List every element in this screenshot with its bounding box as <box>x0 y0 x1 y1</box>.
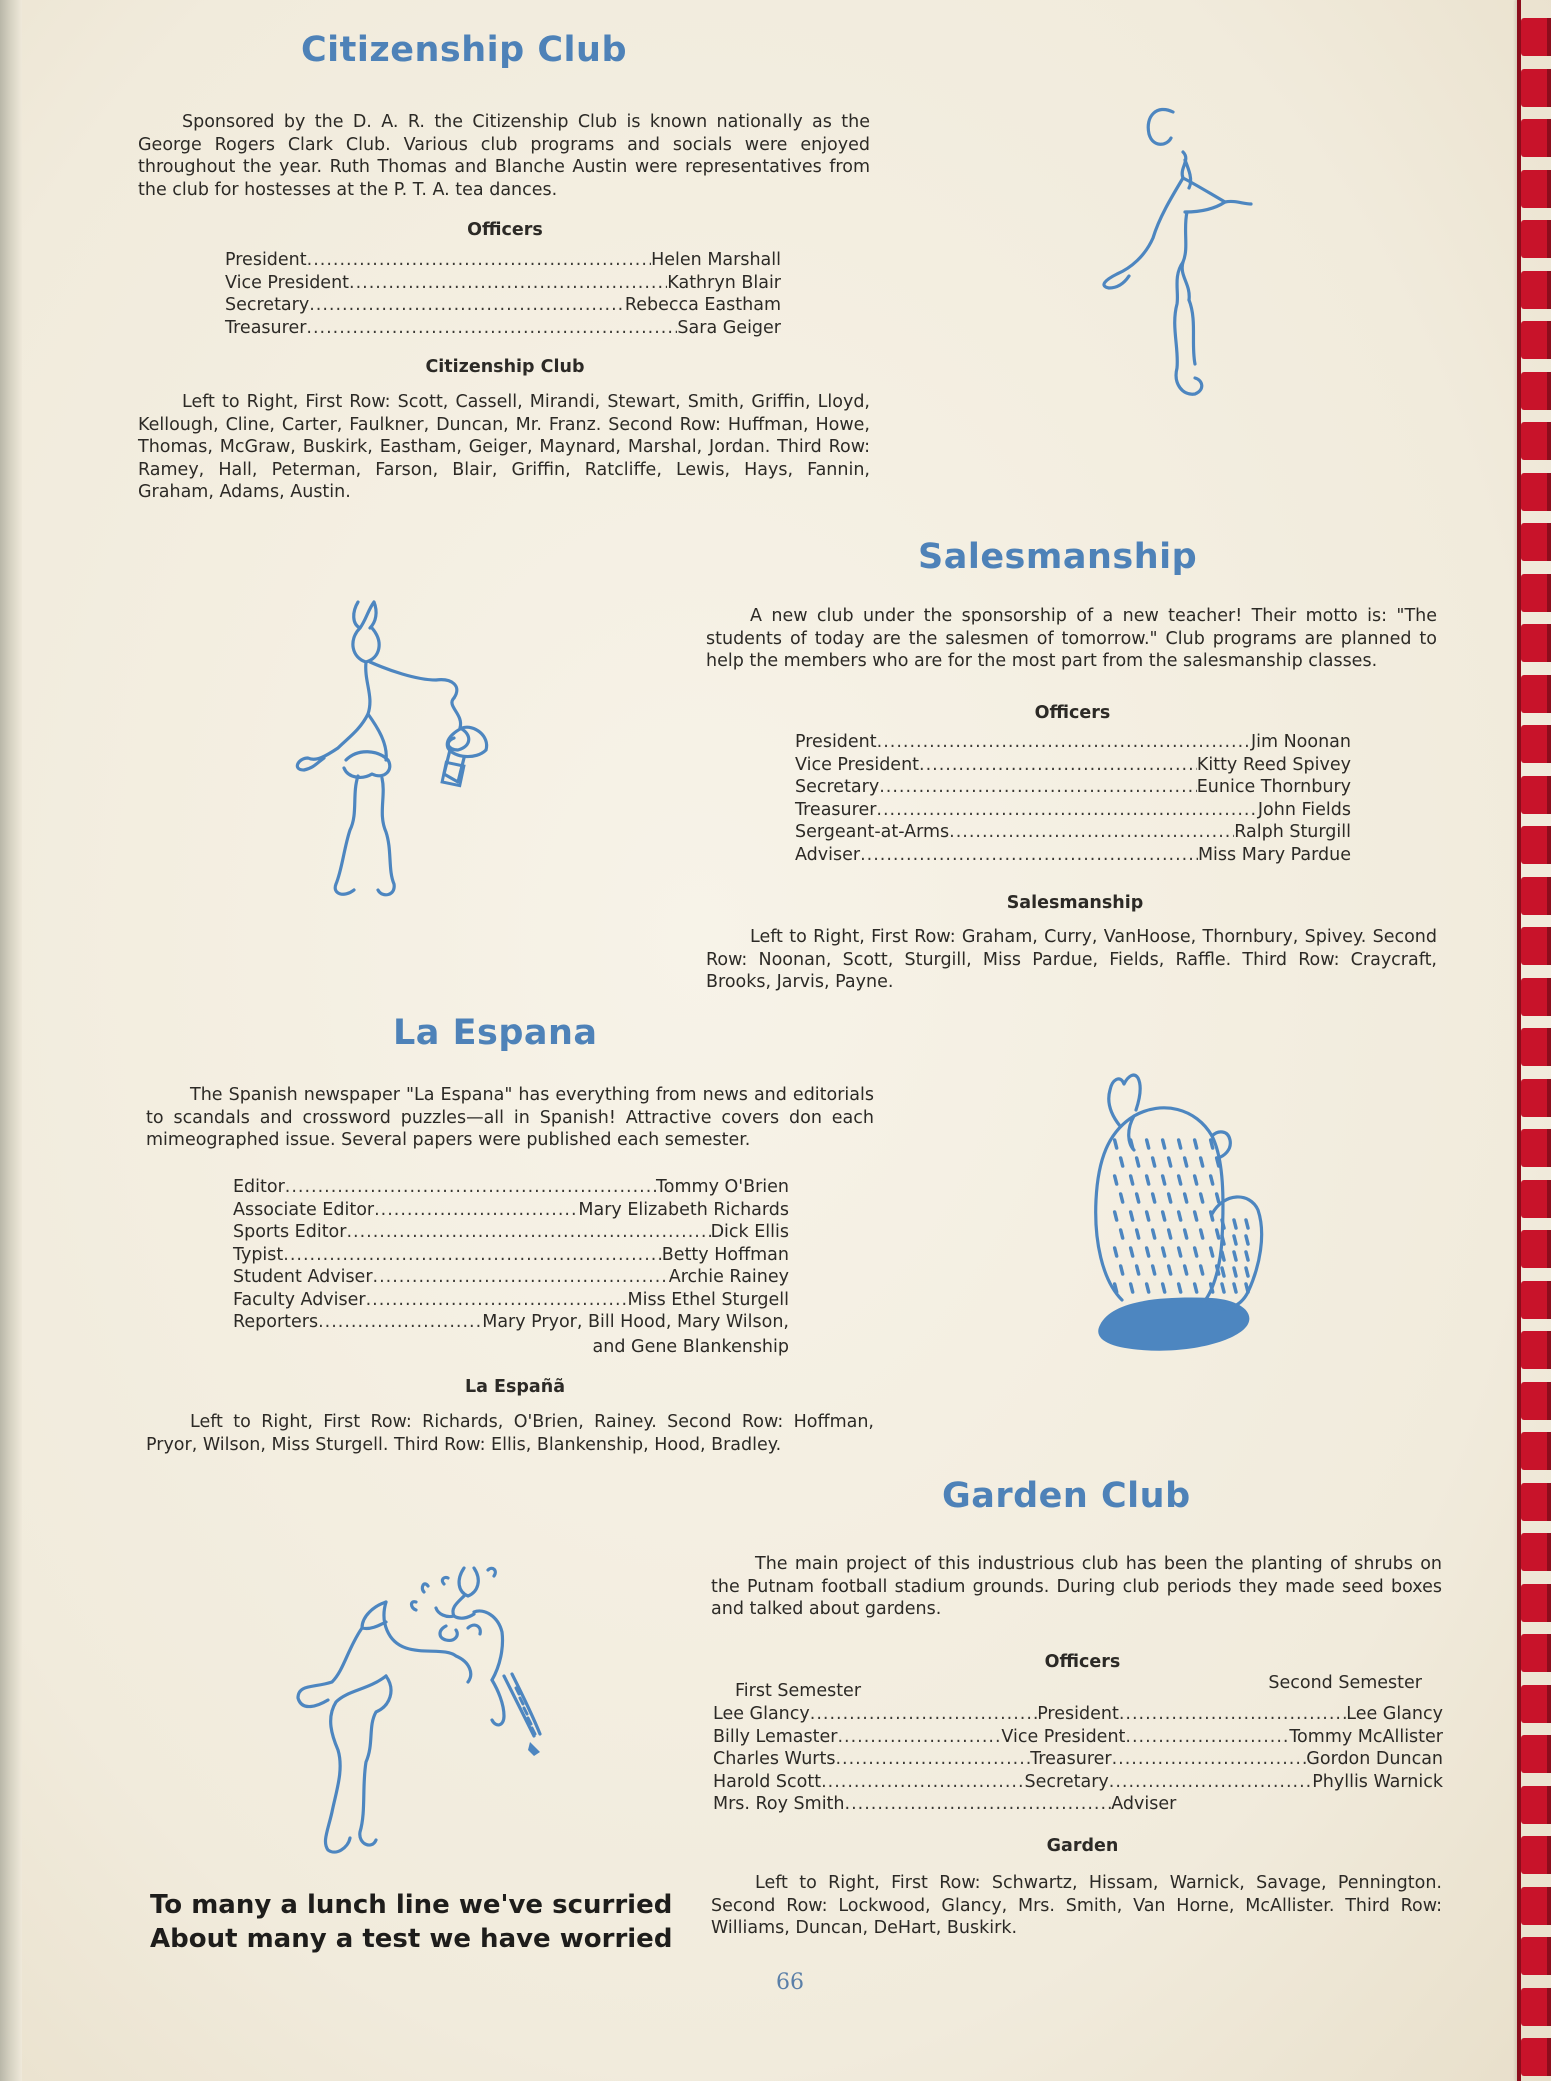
citizenship-officer-role: Secretary <box>225 295 310 315</box>
dot-leader <box>919 754 1197 777</box>
cactus-spine <box>1131 1284 1133 1292</box>
cactus-spine <box>1137 1230 1139 1238</box>
binding-shadow <box>1513 0 1521 2081</box>
binding-ring <box>1521 372 1551 410</box>
stick-figure-walking-illustration <box>1075 100 1265 410</box>
verse-line-2: About many a test we have worried <box>150 1924 673 1954</box>
cactus-spine <box>1246 1268 1248 1276</box>
cactus-spine <box>1195 1284 1197 1292</box>
dot-leader <box>949 821 1234 844</box>
espana-officer-role: Sports Editor <box>233 1222 347 1242</box>
salesmanship-officer-name: Jim Noonan <box>1250 732 1351 752</box>
cactus-spine <box>1115 1212 1117 1220</box>
espana-title: La Espana <box>393 1013 598 1053</box>
garden-officers-heading: Officers <box>1044 1652 1121 1672</box>
cactus-spine <box>1222 1252 1224 1260</box>
citizenship-officers-list <box>225 249 781 339</box>
cactus-spine <box>1217 1194 1219 1202</box>
cactus-spine <box>1195 1176 1197 1184</box>
espana-officer-row <box>233 1221 789 1244</box>
cactus-spine <box>1147 1140 1149 1148</box>
garden-officer-row <box>713 1726 1443 1749</box>
garden-officer-role: Secretary <box>1024 1771 1109 1792</box>
cactus-spine <box>1169 1230 1171 1238</box>
citizenship-section <box>138 30 870 70</box>
citizenship-officer-role: President <box>225 250 307 270</box>
garden-officer-row <box>713 1703 1443 1726</box>
salesmanship-officer-role: Treasurer <box>795 799 877 820</box>
cactus-spine <box>1234 1220 1236 1228</box>
garden-first-semester-officer: Charles Wurts <box>713 1749 836 1769</box>
binding-ring <box>1521 978 1551 1016</box>
citizenship-officer-name: Helen Marshall <box>651 250 781 270</box>
cactus-spine <box>1163 1284 1165 1292</box>
binding-ring <box>1521 1382 1551 1420</box>
cactus-spine <box>1115 1140 1117 1148</box>
cactus-spine <box>1195 1140 1197 1148</box>
binding-ring <box>1521 1129 1551 1167</box>
garden-officer-role: Adviser <box>1111 1794 1177 1814</box>
cactus-spine <box>1153 1194 1155 1202</box>
garden-second-semester-officer: Phyllis Warnick <box>1312 1771 1443 1792</box>
dot-leader <box>283 1244 662 1267</box>
binding-ring <box>1521 675 1551 713</box>
binding-ring <box>1521 1432 1551 1470</box>
salesmanship-officer-role: Sergeant-at-Arms <box>795 822 950 842</box>
cactus-spine <box>1163 1140 1165 1148</box>
cactus-spine <box>1137 1194 1139 1202</box>
garden-officer-role: Treasurer <box>1030 1749 1112 1769</box>
cactus-spine <box>1131 1176 1133 1184</box>
citizenship-officer-row <box>225 294 781 317</box>
cactus-spine <box>1222 1268 1224 1276</box>
cactus-spine <box>1115 1176 1117 1184</box>
cactus-spine <box>1234 1236 1236 1244</box>
cactus-spine <box>1131 1212 1133 1220</box>
cactus-spine <box>1131 1248 1133 1256</box>
cactus-spine <box>1163 1212 1165 1220</box>
salesmanship-officer-name: Miss Mary Pardue <box>1197 844 1351 865</box>
binding-ring <box>1521 473 1551 511</box>
citizenship-officer-role: Vice President <box>225 272 350 293</box>
garden-first-semester-officer: Lee Glancy <box>713 1704 810 1724</box>
binding-ring <box>1521 1281 1551 1319</box>
binding-ring <box>1521 422 1551 460</box>
cactus-spine <box>1179 1140 1181 1148</box>
spacer <box>1176 1793 1443 1816</box>
espana-officer-name: Dick Ellis <box>710 1222 789 1242</box>
garden-officer-role: President <box>1037 1704 1119 1724</box>
dot-leader <box>318 1311 482 1334</box>
salesmanship-officer-row <box>795 844 1351 867</box>
binding-ring <box>1521 1180 1551 1218</box>
binding-ring <box>1521 1937 1551 1975</box>
cactus-spine <box>1115 1248 1117 1256</box>
espana-intro: The Spanish newspaper "La Espana" has everything from news and editorials to scandals and crossword puzzles—all in Spanish! Attractive covers don each mimeographed issue. Several papers were published each semester. <box>146 1085 874 1150</box>
garden-photo-caption: Left to Right, First Row: Schwartz, Hissam, Warnick, Savage, Pennington. Second Row: Lockwood, Glancy, Mrs. Smith, Van Horne, McAllister. Third Row: Williams, Duncan, DeHart, Buskirk. <box>711 1873 1442 1938</box>
cactus-spine <box>1137 1158 1139 1166</box>
citizenship-title: Citizenship Club <box>300 30 628 70</box>
binding-ring <box>1521 170 1551 208</box>
salesmanship-officer-row <box>795 799 1351 822</box>
citizenship-officer-role: Treasurer <box>225 317 307 338</box>
binding-ring <box>1521 523 1551 561</box>
citizenship-officer-row <box>225 249 781 272</box>
cactus-spine <box>1211 1140 1213 1148</box>
salesmanship-officers-heading: Officers <box>1034 703 1111 723</box>
cactus-spine <box>1185 1230 1187 1238</box>
cactus-spine <box>1121 1266 1123 1274</box>
spiral-binding <box>1505 0 1551 2081</box>
cactus-spine <box>1211 1212 1213 1220</box>
espana-officer-row <box>233 1199 789 1222</box>
cactus-spine <box>1179 1176 1181 1184</box>
salesmanship-photo-heading: Salesmanship <box>1006 893 1144 913</box>
espana-officer-role: Typist <box>233 1244 284 1265</box>
cactus-spine <box>1169 1158 1171 1166</box>
garden-second-semester-officer: Lee Glancy <box>1346 1704 1444 1724</box>
salesmanship-officer-row <box>795 731 1351 754</box>
cactus-spine <box>1246 1252 1248 1260</box>
espana-officer-row <box>233 1176 789 1199</box>
cactus-spine <box>1211 1248 1213 1256</box>
cactus-spine <box>1222 1284 1224 1292</box>
binding-ring <box>1521 1230 1551 1268</box>
salesmanship-officer-role: Vice President <box>795 754 920 775</box>
dot-leader <box>876 799 1257 822</box>
cactus-spine <box>1169 1266 1171 1274</box>
espana-staff-list <box>233 1176 789 1334</box>
dot-leader <box>346 1221 710 1244</box>
dot-leader <box>374 1199 578 1222</box>
binding-ring <box>1521 18 1551 56</box>
verse-line-1: To many a lunch line we've scurried <box>150 1890 673 1920</box>
dot-leader <box>1125 1726 1289 1749</box>
binding-ring <box>1521 1483 1551 1521</box>
binding-ring <box>1521 2038 1551 2076</box>
cactus-spine <box>1147 1212 1149 1220</box>
espana-officer-row <box>233 1244 789 1267</box>
citizenship-intro: Sponsored by the D. A. R. the Citizenship Club is known nationally as the George Rogers Clark Club. Various club programs and socials were enjoyed throughout the year. Ruth Thomas and Blanche Austin were representatives from the club for hostesses at the P. T. A. tea dances. <box>138 112 870 200</box>
garden-officer-row <box>713 1793 1443 1816</box>
cactus-spine <box>1163 1248 1165 1256</box>
salesmanship-photo-caption: Left to Right, First Row: Graham, Curry, VanHoose, Thornbury, Spivey. Second Row: Noonan, Scott, Sturgill, Miss Pardue, Fields, Raffle. Third Row: Craycraft, Brooks, Jarvis, Payne. <box>706 927 1437 992</box>
cactus-spine <box>1147 1248 1149 1256</box>
binding-ring <box>1521 776 1551 814</box>
espana-officer-row <box>233 1266 789 1289</box>
espana-photo-heading: La Españã <box>464 1377 566 1397</box>
cactus-spine <box>1179 1284 1181 1292</box>
cactus-spine <box>1179 1212 1181 1220</box>
binding-ring <box>1521 220 1551 258</box>
cactus-spine <box>1246 1284 1248 1292</box>
binding-ring <box>1521 1786 1551 1824</box>
cactus-spine <box>1147 1176 1149 1184</box>
citizenship-officers-heading: Officers <box>467 220 543 240</box>
garden-photo-heading: Garden <box>1046 1836 1119 1856</box>
garden-officer-role: Vice President <box>1001 1726 1126 1747</box>
dot-leader <box>821 1771 1024 1794</box>
espana-officer-name: Archie Rainey <box>668 1267 789 1287</box>
salesmanship-officer-name: Ralph Sturgill <box>1234 822 1351 842</box>
cactus-spine <box>1211 1176 1213 1184</box>
cactus-spine <box>1153 1158 1155 1166</box>
cactus-spine <box>1185 1194 1187 1202</box>
dot-leader <box>860 844 1198 867</box>
salesmanship-officer-name: Kitty Reed Spivey <box>1196 754 1351 775</box>
cactus-spine <box>1201 1194 1203 1202</box>
verse <box>150 1888 710 1956</box>
cactus-spine <box>1234 1268 1236 1276</box>
dot-leader <box>285 1176 656 1199</box>
cactus-illustration <box>1072 1060 1282 1360</box>
cactus-spine <box>1222 1220 1224 1228</box>
cactus-spine <box>1185 1266 1187 1274</box>
binding-ring <box>1521 1988 1551 2026</box>
cactus-spine <box>1195 1212 1197 1220</box>
citizenship-officer-name: Kathryn Blair <box>667 272 781 293</box>
garden-first-semester-label: First Semester <box>735 1681 862 1701</box>
cactus-spine <box>1137 1266 1139 1274</box>
cactus-spine <box>1234 1284 1236 1292</box>
dot-leader <box>306 317 677 340</box>
espana-officer-name: Miss Ethel Sturgell <box>627 1289 789 1310</box>
binding-ring <box>1521 574 1551 612</box>
dot-leader <box>837 1726 1001 1749</box>
espana-officer-name: Mary Pryor, Bill Hood, Mary Wilson, <box>482 1312 789 1332</box>
cactus-spine <box>1246 1236 1248 1244</box>
espana-photo-caption: Left to Right, First Row: Richards, O'Brien, Rainey. Second Row: Hoffman, Pryor, Wilson, Miss Sturgell. Third Row: Ellis, Blankenship, Hood, Bradley. <box>146 1412 874 1455</box>
cactus-spine <box>1201 1158 1203 1166</box>
binding-ring <box>1521 826 1551 864</box>
cactus-spine <box>1217 1266 1219 1274</box>
binding-ring <box>1521 624 1551 662</box>
dot-leader <box>1119 1703 1346 1726</box>
salesmanship-officer-role: Secretary <box>795 777 880 797</box>
garden-title: Garden Club <box>942 1476 1191 1516</box>
garden-officer-row <box>713 1748 1443 1771</box>
espana-officer-name: Betty Hoffman <box>661 1244 789 1265</box>
cactus-spine <box>1131 1140 1133 1148</box>
dot-leader <box>845 1793 1112 1816</box>
binding-ring <box>1521 1887 1551 1925</box>
dot-leader <box>373 1266 669 1289</box>
garden-intro: The main project of this industrious club has been the planting of shrubs on the Putnam football stadium grounds. During club periods they made seed boxes and talked about gardens. <box>711 1554 1442 1619</box>
dot-leader <box>879 776 1197 799</box>
garden-second-semester-label: Second Semester <box>1268 1673 1422 1693</box>
cactus-spine <box>1234 1252 1236 1260</box>
binding-ring <box>1521 877 1551 915</box>
citizenship-photo-heading: Citizenship Club <box>425 357 585 377</box>
espana-officer-role: Student Adviser <box>233 1267 373 1287</box>
binding-ring <box>1521 1028 1551 1066</box>
cactus-spine <box>1153 1230 1155 1238</box>
espana-officer-role: Associate Editor <box>233 1199 375 1220</box>
binding-ring <box>1521 725 1551 763</box>
salesmanship-officer-role: President <box>795 732 877 752</box>
salesmanship-officer-row <box>795 754 1351 777</box>
salesmanship-officer-row <box>795 776 1351 799</box>
cactus-spine <box>1201 1230 1203 1238</box>
cactus-spine <box>1115 1284 1117 1292</box>
garden-first-semester-officer: Harold Scott <box>713 1771 822 1792</box>
binding-ring <box>1521 1634 1551 1672</box>
binding-ring <box>1521 1533 1551 1571</box>
water-drop <box>524 1708 527 1714</box>
espana-officer-row <box>233 1289 789 1312</box>
dot-leader <box>1109 1771 1312 1794</box>
dot-leader <box>810 1703 1037 1726</box>
cactus-spine <box>1195 1248 1197 1256</box>
salesmanship-officers-list <box>795 731 1351 866</box>
garden-officer-row <box>713 1771 1443 1794</box>
dot-leader <box>309 294 625 317</box>
cactus-spine <box>1217 1230 1219 1238</box>
cactus-spine <box>1121 1194 1123 1202</box>
dot-leader <box>835 1748 1030 1771</box>
salesmanship-officer-role: Adviser <box>795 844 861 865</box>
dot-leader <box>349 272 667 295</box>
garden-officers-list <box>713 1703 1443 1816</box>
cactus-spine <box>1153 1266 1155 1274</box>
cactus-spine <box>1246 1220 1248 1228</box>
espana-officer-role: Editor <box>233 1177 285 1197</box>
cactus-spine <box>1121 1158 1123 1166</box>
espana-officer-role: Faculty Adviser <box>233 1289 366 1310</box>
garden-second-semester-officer: Gordon Duncan <box>1306 1749 1444 1769</box>
binding-ring <box>1521 1735 1551 1773</box>
cactus-spine <box>1185 1158 1187 1166</box>
binding-ring <box>1521 321 1551 359</box>
citizenship-officer-name: Sara Geiger <box>677 317 781 338</box>
cactus-spine <box>1211 1284 1213 1292</box>
salesmanship-officer-row <box>795 821 1351 844</box>
cactus-spine <box>1217 1158 1219 1166</box>
espana-officer-row <box>233 1311 789 1334</box>
salesmanship-intro: A new club under the sponsorship of a new teacher! Their motto is: "The students of today are the salesmen of tomorrow." Club programs are planned to help the members who are for the most part from the salesmanship classes. <box>706 606 1437 671</box>
dot-leader <box>1112 1748 1307 1771</box>
dot-leader <box>307 249 651 272</box>
binding-ring <box>1521 1685 1551 1723</box>
cactus-spine <box>1163 1176 1165 1184</box>
dot-leader <box>877 731 1251 754</box>
binding-ring <box>1521 119 1551 157</box>
binding-ring <box>1521 927 1551 965</box>
salesmanship-title: Salesmanship <box>918 537 1198 577</box>
garden-second-semester-officer: Tommy McAllister <box>1289 1726 1443 1747</box>
stick-figure-watering-illustration <box>278 1556 588 1856</box>
binding-ring <box>1521 1836 1551 1874</box>
binding-ring <box>1521 69 1551 107</box>
cactus-spine <box>1147 1284 1149 1292</box>
espana-reporters-continued: and Gene Blankenship <box>592 1337 789 1357</box>
garden-first-semester-officer: Billy Lemaster <box>713 1726 838 1747</box>
stick-figure-with-bag-illustration <box>278 598 538 903</box>
cactus-spine <box>1201 1266 1203 1274</box>
espana-officer-name: Mary Elizabeth Richards <box>578 1199 789 1220</box>
binding-ring <box>1521 1584 1551 1622</box>
garden-first-semester-officer: Mrs. Roy Smith <box>713 1794 845 1814</box>
espana-officer-role: Reporters <box>233 1312 319 1332</box>
citizenship-photo-caption: Left to Right, First Row: Scott, Cassell, Mirandi, Stewart, Smith, Griffin, Lloyd, Kellough, Cline, Carter, Faulkner, Duncan, Mr. Franz. Second Row: Huffman, Howe, Thomas, McGraw, Buskirk, Eastham, Geiger, Maynard, Marshal, Jordan. Third Row: Ramey, Hall, Peterman, Farson, Blair, Griffin, Ratcliffe, Lewis, Hays, Fannin, Graham, Adams, Austin. <box>138 392 870 502</box>
cactus-spine <box>1121 1230 1123 1238</box>
salesmanship-officer-name: John Fields <box>1257 799 1351 820</box>
cactus-spine <box>1169 1194 1171 1202</box>
citizenship-officer-row <box>225 272 781 295</box>
page-number: 66 <box>776 1970 804 1995</box>
page-gutter <box>0 0 22 2081</box>
cactus-spine <box>1179 1248 1181 1256</box>
dot-leader <box>366 1289 628 1312</box>
binding-ring <box>1521 1079 1551 1117</box>
cactus-spine <box>1222 1236 1224 1244</box>
citizenship-officer-name: Rebecca Eastham <box>624 295 781 315</box>
espana-officer-name: Tommy O'Brien <box>656 1177 789 1197</box>
binding-ring <box>1521 271 1551 309</box>
binding-ring <box>1521 1331 1551 1369</box>
citizenship-officer-row <box>225 317 781 340</box>
salesmanship-officer-name: Eunice Thornbury <box>1196 777 1351 797</box>
